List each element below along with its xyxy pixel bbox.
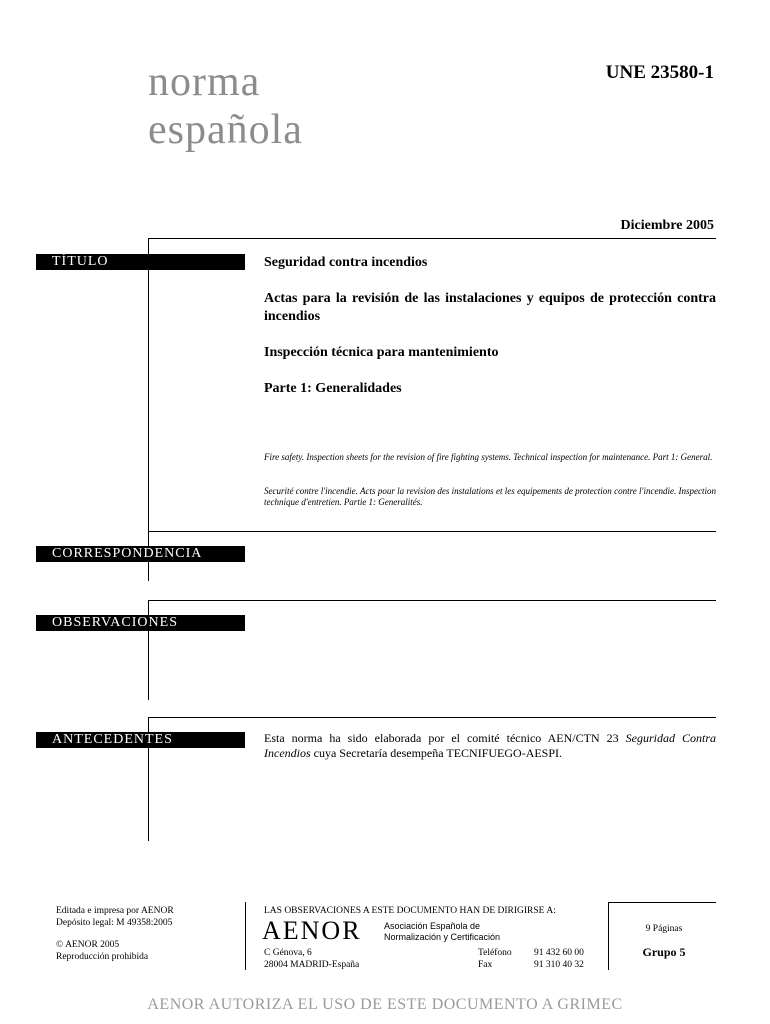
standard-code: UNE 23580-1 (605, 62, 714, 83)
aenor-association (384, 921, 500, 943)
title-line2: Actas para la revisión de las instalaciones y equipos de protección contra incendios (264, 291, 716, 324)
antecedentes-text-a: Esta norma ha sido elaborada por el comité técnico AEN/CTN 23 (264, 731, 626, 745)
section-label-correspondencia: CORRESPONDENCIA (36, 546, 245, 562)
brand-line2: española (148, 107, 303, 153)
publication-date: Diciembre 2005 (620, 218, 714, 233)
divider (148, 717, 716, 718)
title-line3: Inspección técnica para mantenimiento (264, 345, 499, 360)
divider (608, 902, 609, 970)
divider (148, 238, 149, 538)
copyright: © AENOR 2005 (56, 940, 120, 950)
title-french: Securité contre l'incendie. Acts pour la revision des instalations et les equipements de protection contre l'incendie. Inspection technique d'entretien. Partie 1: Generalités. (264, 486, 716, 507)
divider (148, 238, 716, 239)
title-line1: Seguridad contra incendios (264, 255, 428, 270)
fax-label: Fax (478, 960, 493, 970)
address-line2: 28004 MADRID-España (264, 960, 360, 970)
page-count: 9 Páginas (645, 924, 683, 934)
reproduction-notice: Reproducción prohibida (56, 952, 149, 962)
title-line4: Parte 1: Generalidades (264, 381, 402, 396)
footer-publisher (56, 905, 174, 963)
edited-by: Editada e impresa por AENOR (56, 906, 174, 916)
antecedentes-text (264, 731, 716, 761)
committee-name: Seguridad Contra Incendios (264, 731, 717, 760)
title-english: Fire safety. Inspection sheets for the revision of fire fighting systems. Technical inspection for maintenance. Part 1: General. (264, 452, 713, 462)
divider (608, 902, 716, 903)
aenor-logo: AENOR (262, 916, 362, 945)
association-line1: Asociación Española de (384, 921, 481, 931)
legal-deposit: Depósito legal: M 49358:2005 (56, 918, 173, 928)
contact-numbers (534, 947, 584, 971)
observations-address: LAS OBSERVACIONES A ESTE DOCUMENTO HAN DE DIRIGIRSE A: (264, 906, 556, 916)
brand-line1: norma (148, 59, 261, 105)
divider (245, 902, 246, 970)
brand-logo (148, 58, 303, 154)
license-watermark: AENOR AUTORIZA EL USO DE ESTE DOCUMENTO A GRIMEC (147, 996, 623, 1013)
fax-number: 91 310 40 32 (534, 960, 584, 970)
section-label-titulo: TÍTULO (36, 254, 245, 270)
postal-address (264, 947, 359, 971)
price-group: Grupo 5 (642, 945, 686, 959)
divider (148, 531, 716, 532)
contact-labels (478, 947, 512, 971)
telephone-label: Teléfono (478, 948, 512, 958)
address-line1: C Génova, 6 (264, 948, 312, 958)
section-label-antecedentes: ANTECEDENTES (36, 732, 245, 748)
telephone-number: 91 432 60 00 (534, 948, 584, 958)
divider (148, 600, 716, 601)
section-label-observaciones: OBSERVACIONES (36, 615, 245, 631)
association-line2: Normalización y Certificación (384, 932, 501, 942)
antecedentes-text-b: cuya Secretaría desempeña TECNIFUEGO-AESPI. (310, 746, 563, 760)
